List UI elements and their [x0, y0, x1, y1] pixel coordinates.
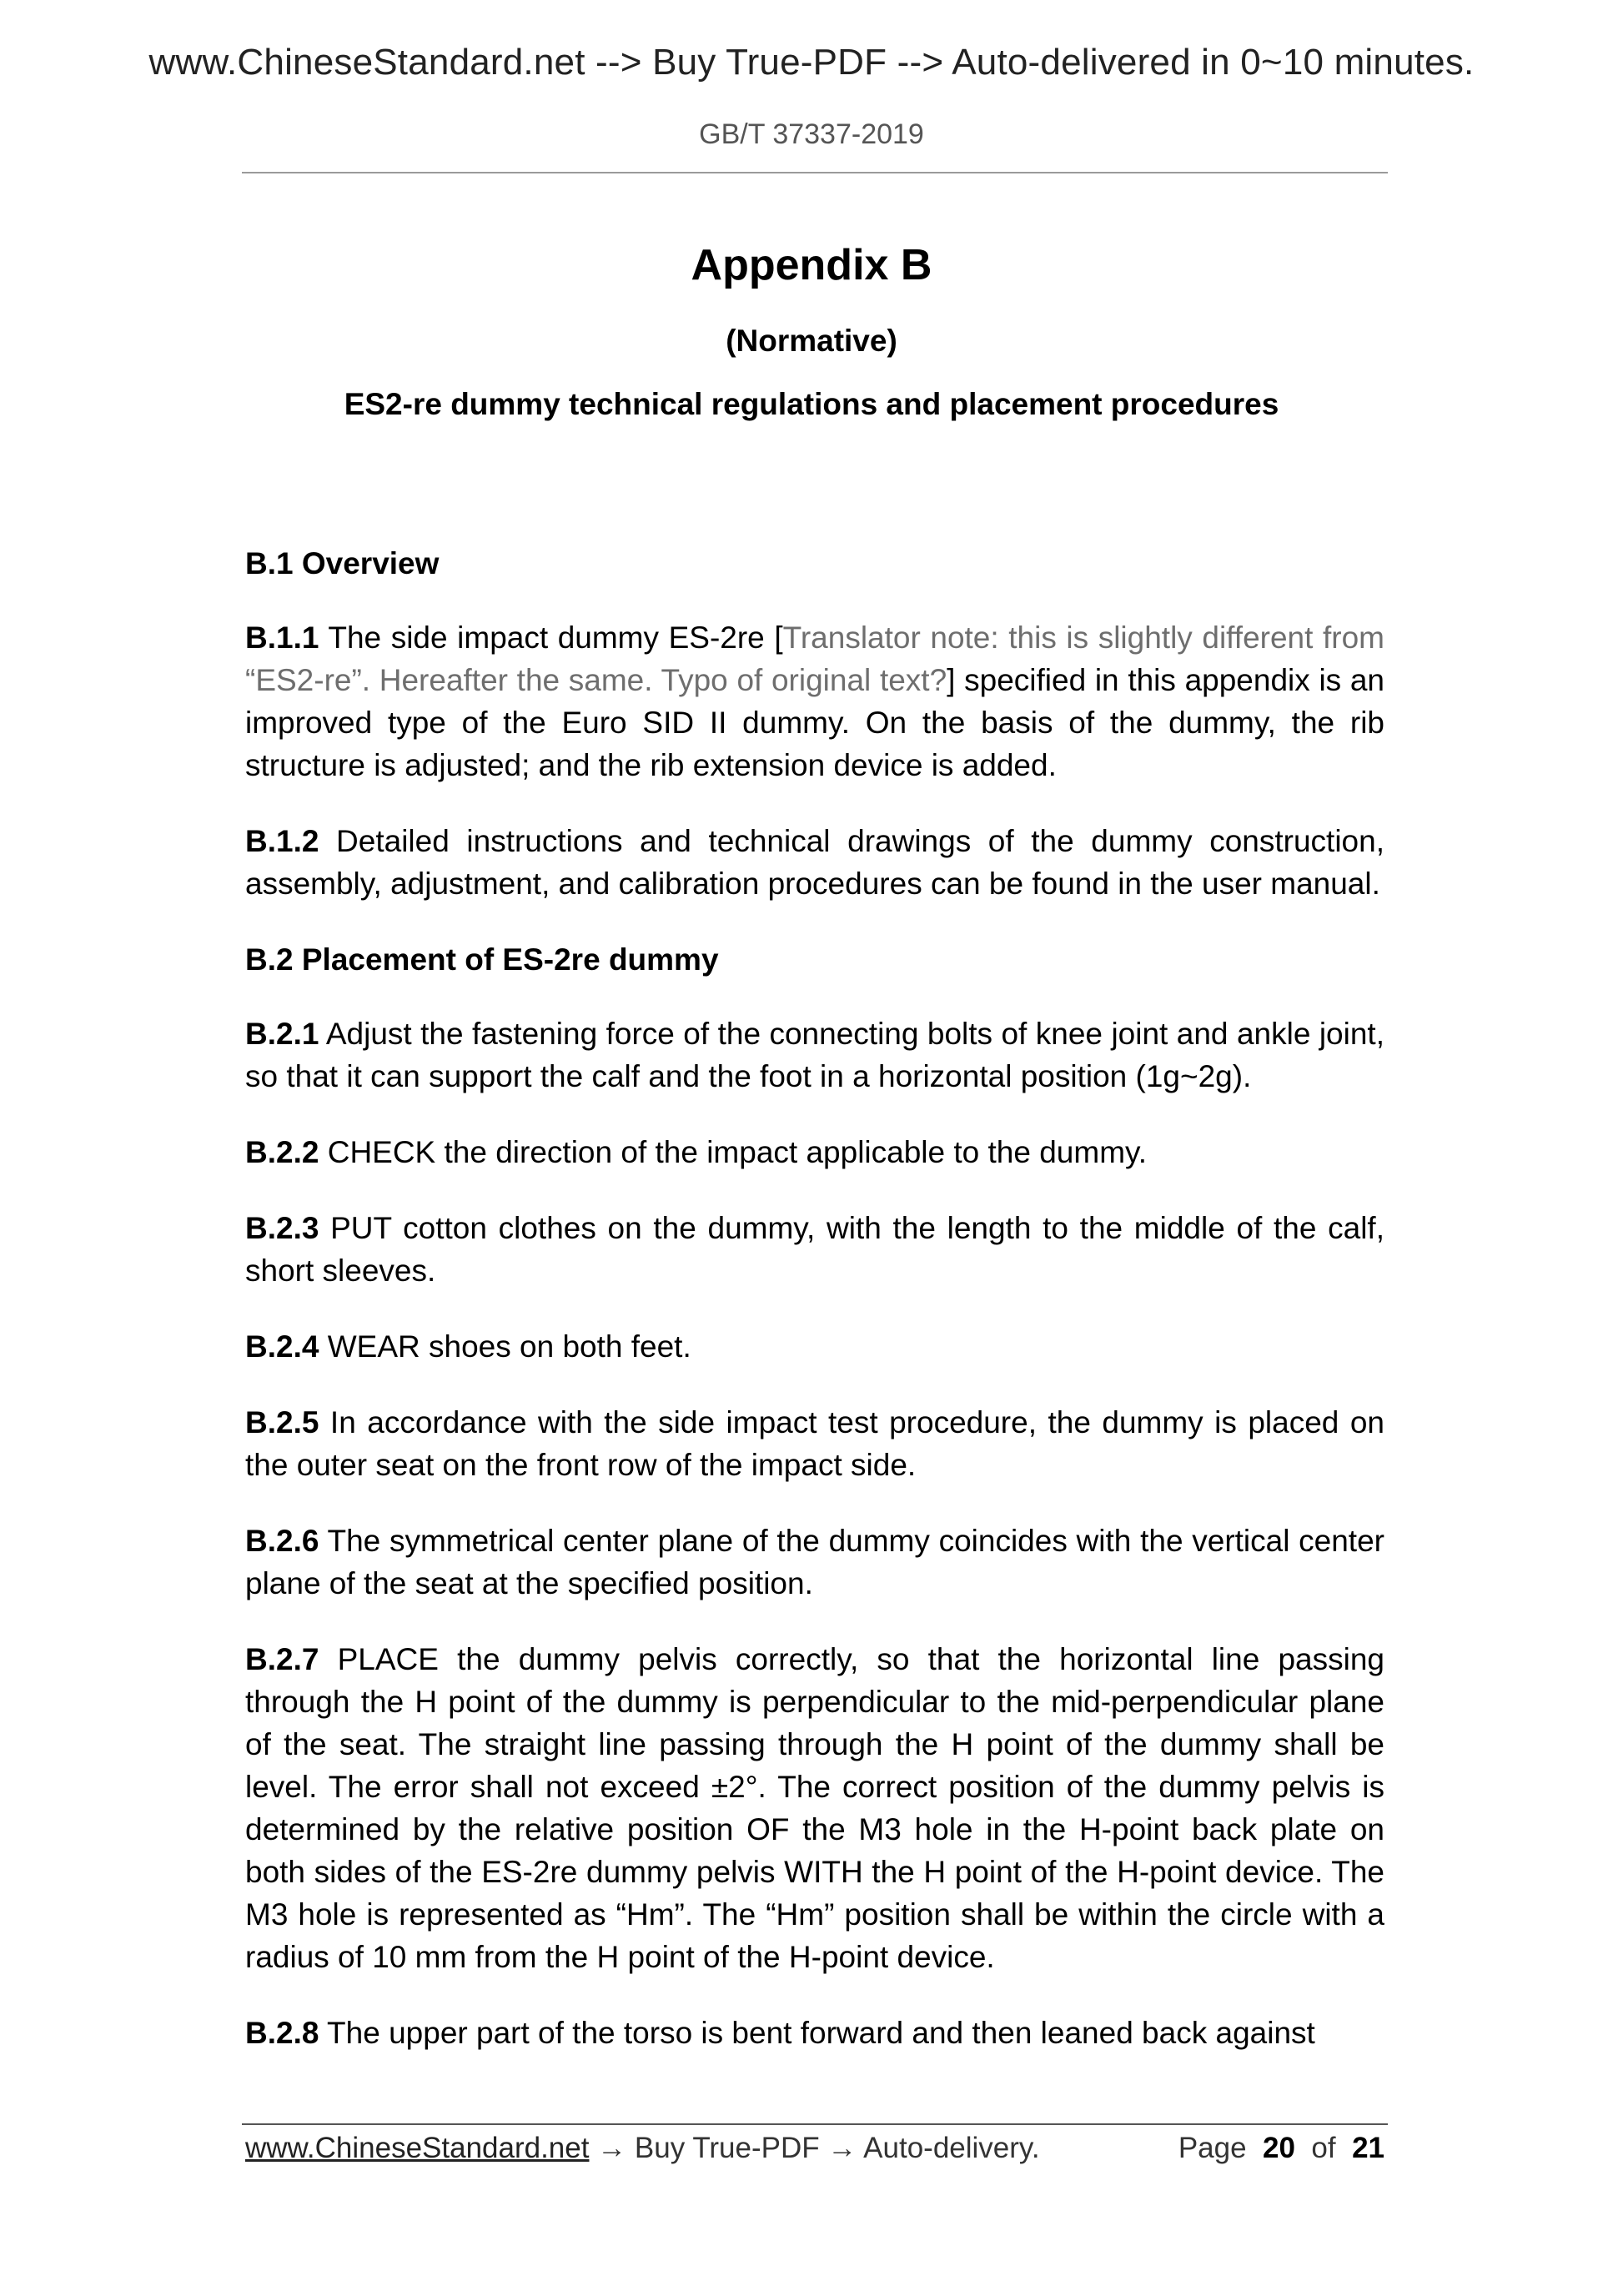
footer-divider — [242, 2123, 1388, 2125]
paragraph-b2-1 — [245, 1012, 1384, 1098]
clause-text: Adjust the fastening force of the connecting bolts of knee joint and ankle joint, so that it can support the calf and the foot in a horizontal position (1g~2g). — [245, 1017, 1384, 1093]
clause-text: Detailed instructions and technical drawings of the dummy construction, assembly, adjustment, and calibration procedures can be found in the user manual. — [245, 824, 1384, 901]
page-word: Page — [1178, 2132, 1247, 2164]
paragraph-b1-1 — [245, 616, 1384, 786]
clause-text: CHECK the direction of the impact applicable to the dummy. — [319, 1135, 1148, 1169]
clause-text: The side impact dummy ES-2re [ — [319, 620, 783, 655]
top-banner: www.ChineseStandard.net --> Buy True-PDF --> Auto-delivered in 0~10 minutes. — [148, 42, 1475, 83]
clause-number: B.2.7 — [245, 1642, 319, 1676]
paragraph-b2-8 — [245, 2012, 1384, 2054]
appendix-title: Appendix B — [691, 241, 932, 289]
clause-number: B.2.6 — [245, 1524, 319, 1558]
document-body — [245, 542, 1384, 2088]
clause-text: ] specified in this appendix is an improved type of the Euro SID II dummy. On the basis of the dummy, the rib structure is adjusted; and the rib extension device is added. — [245, 663, 1384, 782]
paragraph-b2-2 — [245, 1131, 1384, 1173]
paragraph-b2-6 — [245, 1520, 1384, 1605]
clause-number: B.2.5 — [245, 1405, 319, 1439]
of-word: of — [1311, 2132, 1336, 2164]
footer-site-link[interactable]: www.ChineseStandard.net — [245, 2132, 590, 2164]
clause-number: B.2.3 — [245, 1211, 319, 1245]
clause-number: B.2.8 — [245, 2016, 319, 2050]
footer-left — [245, 2132, 1040, 2165]
clause-text: In accordance with the side impact test procedure, the dummy is placed on the outer seat on the front row of the impact side. — [245, 1405, 1384, 1482]
clause-number: B.2.1 — [245, 1017, 319, 1051]
clause-number: B.1.2 — [245, 824, 319, 858]
appendix-subtitle: (Normative) — [726, 324, 897, 358]
clause-text: WEAR shoes on both feet. — [319, 1329, 691, 1364]
clause-text: The upper part of the torso is bent forward and then leaned back against — [319, 2016, 1315, 2050]
paragraph-b2-4 — [245, 1325, 1384, 1368]
paragraph-b1-2 — [245, 820, 1384, 905]
translator-note: Translator note: this is slightly different from “ES2-re”. Hereafter the same. Typo of original text? — [245, 620, 1384, 697]
footer-tagline: → Buy True-PDF → Auto-delivery. — [589, 2132, 1040, 2164]
page-indicator — [1178, 2132, 1384, 2165]
clause-text: PUT cotton clothes on the dummy, with the length to the middle of the calf, short sleeves. — [245, 1211, 1384, 1288]
paragraph-b2-5 — [245, 1401, 1384, 1486]
clause-number: B.2.2 — [245, 1135, 319, 1169]
appendix-heading: ES2-re dummy technical regulations and placement procedures — [344, 387, 1279, 421]
clause-text: PLACE the dummy pelvis correctly, so that the horizontal line passing through the H point of the dummy is perpendicular to the mid-perpendicular plane of the seat. The straight line passing through the H point of the dummy shall be level. The error shall not exceed ±2°. The correct position of the dummy pelvis is determined by the relative position OF the M3 hole in the H-point back plate on both sides of the ES-2re dummy pelvis WITH the H point of the H-point device. The M3 hole is represented as “Hm”. The “Hm” position shall be within the circle with a radius of 10 mm from the H point of the H-point device. — [245, 1642, 1384, 1974]
page-footer — [245, 2132, 1384, 2173]
current-page: 20 — [1263, 2132, 1295, 2164]
clause-number: B.1.1 — [245, 620, 319, 655]
paragraph-b2-3 — [245, 1207, 1384, 1292]
clause-number: B.2.4 — [245, 1329, 319, 1364]
standard-code: GB/T 37337-2019 — [699, 118, 924, 150]
clause-text: The symmetrical center plane of the dummy coincides with the vertical center plane of the seat at the specified position. — [245, 1524, 1384, 1600]
section-title-b1: B.1 Overview — [245, 546, 440, 580]
total-pages: 21 — [1352, 2132, 1384, 2164]
paragraph-b2-7 — [245, 1638, 1384, 1978]
section-title-b2: B.2 Placement of ES-2re dummy — [245, 942, 719, 977]
header-divider — [242, 172, 1388, 173]
